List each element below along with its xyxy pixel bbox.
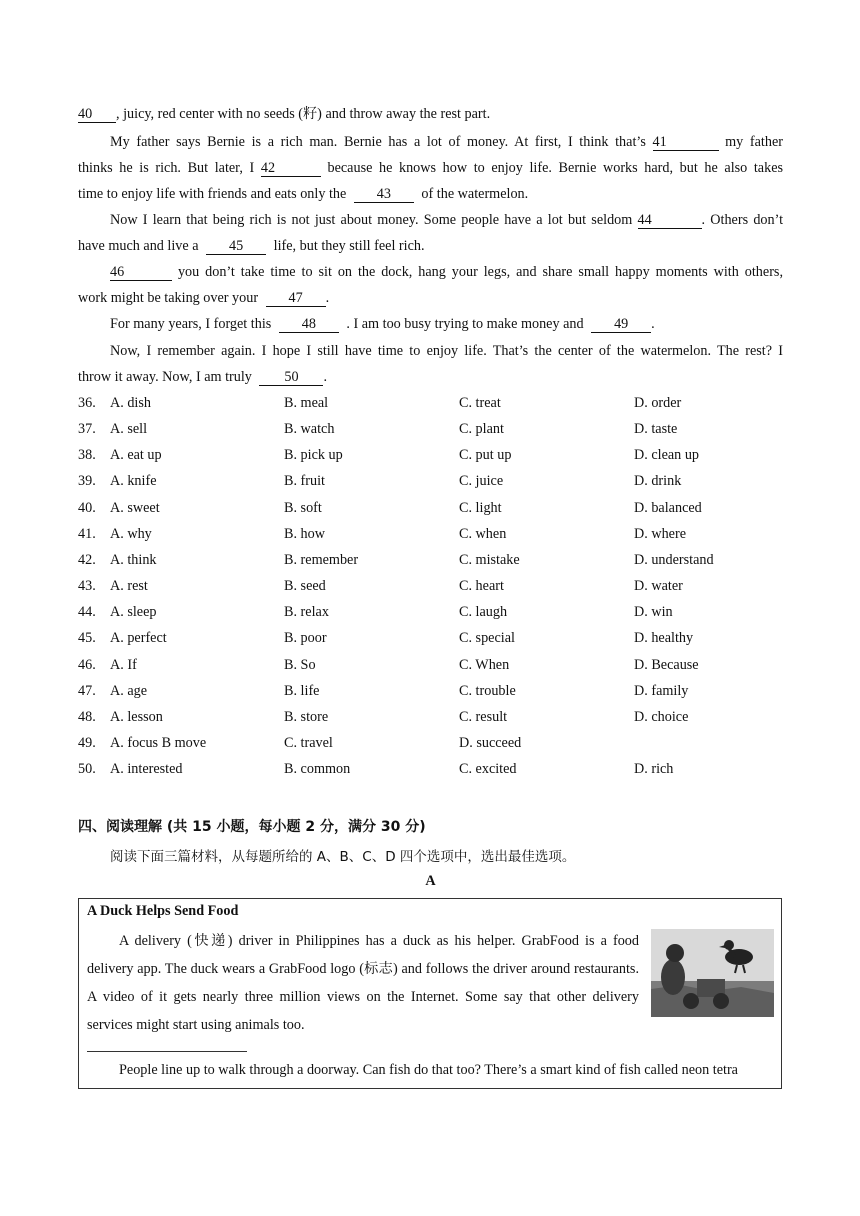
option-b: B. So: [284, 656, 316, 673]
option-c: C. special: [459, 630, 515, 647]
option-b: B. how: [284, 525, 325, 542]
passage-p3-line-2: [78, 237, 425, 255]
duck-photo-graphic: [651, 929, 774, 1017]
blank-43: 43: [354, 187, 414, 203]
option-a: A. focus B move: [110, 734, 207, 751]
passage-p2-line-2: [78, 159, 783, 177]
section-instruction: 阅读下面三篇材料，从每题所给的 A、B、C、D 四个选项中，选出最佳选项。: [110, 849, 576, 865]
text: of the watermelon.: [421, 186, 529, 202]
question-number: 37.: [78, 421, 96, 438]
option-c: C. mistake: [459, 551, 520, 568]
question-row: [78, 551, 783, 569]
question-row: [78, 420, 783, 438]
option-a: A. sleep: [110, 604, 157, 621]
blank-47: 47: [266, 291, 326, 307]
option-a: A. rest: [110, 578, 148, 595]
divider-line: [87, 1051, 247, 1052]
passage-p4-line-2: [78, 289, 329, 307]
question-row: [78, 499, 783, 517]
blank-42: 42: [261, 161, 321, 177]
text: you don’t take time to sit on the dock, hang your legs, and share small happy moments with others,: [177, 264, 783, 280]
option-d: D. family: [634, 682, 689, 699]
text: Now, I remember again. I hope I still have time to enjoy life. That’s the center of the watermelon. The rest? I: [110, 343, 783, 359]
text: .: [323, 369, 327, 385]
option-a: A. dish: [110, 395, 151, 411]
option-b: B. poor: [284, 630, 327, 647]
blank-41: 41: [653, 135, 719, 151]
option-a: A. sell: [110, 421, 148, 438]
article-body: [87, 927, 639, 1039]
article-box: [78, 898, 782, 1089]
question-row: [78, 682, 783, 700]
question-number: 42.: [78, 551, 96, 568]
blank-48: 48: [279, 317, 339, 333]
text: . I am too busy trying to make money and: [346, 316, 584, 332]
passage-p2-line-1: [78, 133, 783, 151]
option-c: C. light: [459, 499, 502, 516]
option-d: D. where: [634, 525, 686, 542]
question-number: 38.: [78, 447, 96, 464]
option-a: A. perfect: [110, 630, 167, 647]
question-row: [78, 472, 783, 490]
option-b: B. store: [284, 708, 329, 725]
option-d: D. drink: [634, 473, 682, 490]
option-d: D. taste: [634, 421, 678, 438]
option-d: D. choice: [634, 708, 689, 725]
question-number: 44.: [78, 604, 96, 621]
option-a: A. lesson: [110, 708, 163, 725]
question-number: 45.: [78, 630, 96, 647]
question-row: [78, 525, 783, 543]
question-row: [78, 394, 783, 412]
text: thinks he is rich. But later, I: [78, 160, 255, 176]
section-title: 四、阅读理解 (共 15 小题，每小题 2 分，满分 30 分): [78, 819, 426, 835]
option-c: C. juice: [459, 473, 504, 490]
text: have much and live a: [78, 238, 199, 254]
blank-46: 46: [110, 265, 172, 281]
option-a: A. eat up: [110, 447, 162, 464]
passage-p2-line-3: [78, 185, 528, 203]
duck-photo-icon: [651, 929, 774, 1017]
option-a: A. why: [110, 525, 152, 542]
option-c: C. When: [459, 656, 510, 673]
question-row: [78, 446, 783, 464]
option-b: B. soft: [284, 499, 322, 516]
option-a: A. think: [110, 551, 157, 568]
option-c: C. when: [459, 525, 507, 542]
option-b: B. watch: [284, 421, 335, 438]
text: time to enjoy life with friends and eats only the: [78, 186, 347, 202]
question-row: [78, 603, 783, 621]
article-body-text: A delivery (快递) driver in Philippines has a duck as his helper. GrabFood is a food delivery app. The duck wears a GrabFood logo (标志) and follows the driver around restaurants. A video of it gets nearly three million views on the Internet. Some say that other delivery services might start using animals too.: [87, 933, 639, 1033]
option-c: C. heart: [459, 578, 504, 595]
text: my father: [725, 134, 783, 150]
option-b: B. fruit: [284, 473, 325, 490]
part-label: A: [425, 873, 436, 889]
question-number: 41.: [78, 525, 96, 542]
option-c: C. trouble: [459, 682, 516, 699]
option-d: D. understand: [634, 551, 714, 568]
text: throw it away. Now, I am truly: [78, 369, 252, 385]
option-c: C. plant: [459, 421, 504, 438]
option-b: B. life: [284, 682, 320, 699]
passage-p6-line-1: [78, 342, 783, 360]
option-c: C. put up: [459, 447, 512, 464]
passage-line-1: [78, 105, 490, 123]
text: .: [325, 290, 330, 306]
option-b: B. common: [284, 761, 351, 778]
option-a: A. If: [110, 656, 137, 673]
blank-50: 50: [259, 370, 323, 386]
question-number: 36.: [78, 395, 96, 411]
passage-p5-line-1: [110, 315, 655, 333]
text: because he knows how to enjoy life. Bernie works hard, but he also takes: [327, 160, 784, 176]
question-number: 39.: [78, 473, 96, 490]
option-d: D. order: [634, 395, 682, 411]
option-b: B. pick up: [284, 447, 343, 464]
option-d: D. clean up: [634, 447, 700, 464]
question-number: 47.: [78, 682, 96, 699]
option-b: B. meal: [284, 395, 329, 411]
option-b: B. relax: [284, 604, 329, 621]
option-c: C. laugh: [459, 604, 508, 621]
passage-p6-line-2: [78, 368, 327, 386]
option-b: B. remember: [284, 551, 359, 568]
option-a: A. sweet: [110, 499, 160, 516]
text: , juicy, red center with no seeds (籽) and throw away the rest part.: [116, 106, 491, 122]
text: For many years, I forget this: [110, 316, 272, 332]
blank-45: 45: [206, 239, 266, 255]
option-d: D. water: [634, 578, 683, 595]
option-d: D. Because: [634, 656, 699, 673]
question-number: 48.: [78, 708, 96, 725]
question-number: 49.: [78, 734, 96, 751]
option-a: A. age: [110, 682, 148, 699]
option-a: A. interested: [110, 761, 183, 778]
question-row: [78, 629, 783, 647]
question-number: 43.: [78, 578, 96, 595]
question-row: [78, 656, 783, 674]
blank-40: 40: [78, 107, 116, 123]
text: work might be taking over your: [78, 290, 259, 306]
question-row: [78, 708, 783, 726]
question-number: 50.: [78, 761, 96, 778]
text: .: [651, 316, 655, 332]
option-b: C. travel: [284, 734, 333, 751]
question-number: 40.: [78, 499, 96, 516]
option-d: D. win: [634, 604, 673, 621]
option-d: D. balanced: [634, 499, 702, 516]
option-d: D. rich: [634, 761, 674, 778]
option-b: B. seed: [284, 578, 326, 595]
passage-p3-line-1: [78, 211, 783, 229]
blank-49: 49: [591, 317, 651, 333]
option-c: C. result: [459, 708, 508, 725]
option-a: A. knife: [110, 473, 157, 490]
text: life, but they still feel rich.: [273, 238, 425, 254]
text: Now I learn that being rich is not just about money. Some people have a lot but seldom: [110, 212, 633, 228]
article-title: A Duck Helps Send Food: [87, 903, 239, 919]
blank-44: 44: [638, 213, 702, 229]
question-number: 46.: [78, 656, 96, 673]
text: My father says Bernie is a rich man. Bernie has a lot of money. At first, I think that’s: [110, 134, 646, 150]
option-d: D. healthy: [634, 630, 694, 647]
question-row: [78, 760, 783, 778]
article-next-line: People line up to walk through a doorway. Can fish do that too? There’s a smart kind of fish called neon tetra: [119, 1062, 738, 1078]
option-c: C. treat: [459, 395, 501, 411]
question-row: [78, 734, 783, 752]
option-c: D. succeed: [459, 734, 522, 751]
passage-p4-line-1: [78, 263, 783, 281]
option-c: C. excited: [459, 761, 517, 778]
text: . Others don’t: [701, 212, 784, 228]
question-row: [78, 577, 783, 595]
